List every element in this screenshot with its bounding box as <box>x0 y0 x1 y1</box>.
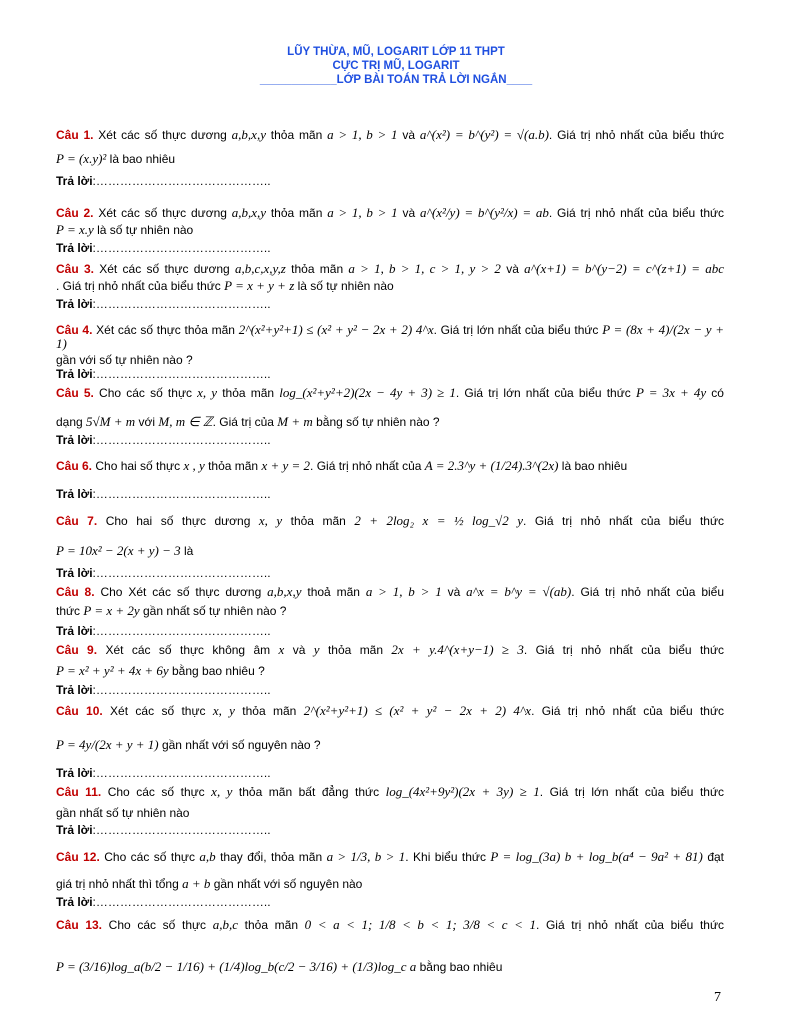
question-2: Câu 2. Xét các số thực dương a,b,x,y thỏa mãn a > 1, b > 1 và a^(x²/y) = b^(y²/x) = ab. Giá trị nhỏ nhất của biểu thức <box>56 205 725 220</box>
answer-line: Trả lời:…………………………………….. <box>56 566 271 580</box>
question-8: Câu 8. Cho Xét các số thực dương a,b,x,y thoả mãn a > 1, b > 1 và a^x = b^y = √(ab). Giá trị nhỏ nhất của biểu <box>56 584 725 599</box>
answer-line: Trả lời:…………………………………….. <box>56 433 271 447</box>
answer-line: Trả lời:…………………………………….. <box>56 367 271 381</box>
question-4: Câu 4. Xét các số thực thỏa mãn 2^(x²+y²+1) ≤ (x² + y² − 2x + 2) 4^x. Giá trị lớn nhất của biểu thức P = (8x + 4)/(2x − y + 1) <box>56 322 724 351</box>
question-7: Câu 7. Cho hai số thực dương x, y thỏa mãn 2 + 2log₂ x = ½ log_√2 y. Giá trị nhỏ nhất của biểu thức <box>56 513 724 528</box>
question-5: Câu 5. Cho các số thực x, y thỏa mãn log_(x²+y²+2)(2x − 4y + 3) ≥ 1. Giá trị lớn nhất của biểu thức P = 3x + 4y có <box>56 385 724 400</box>
doc-section: ____________LỚP BÀI TOÁN TRẢ LỜI NGẮN____ <box>259 74 533 86</box>
answer-line: Trả lời:…………………………………….. <box>56 174 271 188</box>
question-9-line2: P = x² + y² + 4x + 6y bằng bao nhiêu ? <box>56 663 265 678</box>
question-1-line2: P = (x.y)² là bao nhiêu <box>56 151 176 166</box>
question-8-line2: thức P = x + 2y gần nhất số tự nhiên nào ? <box>56 603 287 618</box>
answer-line: Trả lời:…………………………………….. <box>56 624 271 638</box>
question-13-line2: P = (3/16)log_a(b/2 − 1/16) + (1/4)log_b(c/2 − 3/16) + (1/3)log_c a bằng bao nhiêu <box>56 959 503 974</box>
answer-line: Trả lời:…………………………………….. <box>56 895 271 909</box>
answer-line: Trả lời:…………………………………….. <box>56 766 271 780</box>
question-3-line2: . Giá trị nhỏ nhất của biểu thức P = x + y + z là số tự nhiên nào <box>56 278 394 293</box>
doc-title: LŨY THỪA, MŨ, LOGARIT LỚP 11 THPT <box>287 46 505 58</box>
answer-line: Trả lời:…………………………………….. <box>56 823 271 837</box>
doc-subtitle: CỰC TRỊ MŨ, LOGARIT <box>332 60 460 72</box>
question-11-line2: gần nhất số tự nhiên nào <box>56 806 190 820</box>
question-12: Câu 12. Cho các số thực a,b thay đổi, thỏa mãn a > 1/3, b > 1. Khi biểu thức P = log_(3a) b + log_b(a⁴ − 9a² + 81) đạt <box>56 849 724 864</box>
question-9: Câu 9. Xét các số thực không âm x và y thỏa mãn 2x + y.4^(x+y−1) ≥ 3. Giá trị nhỏ nhất của biểu thức <box>56 642 725 657</box>
answer-line: Trả lời:…………………………………….. <box>56 297 271 311</box>
question-6: Câu 6. Cho hai số thực x , y thỏa mãn x + y = 2. Giá trị nhỏ nhất của A = 2.3^y + (1/24).3^(2x) là bao nhiêu <box>56 458 628 473</box>
question-10: Câu 10. Xét các số thực x, y thỏa mãn 2^(x²+y²+1) ≤ (x² + y² − 2x + 2) 4^x. Giá trị nhỏ nhất của biểu thức <box>56 703 725 718</box>
question-2-line2: P = x.y là số tự nhiên nào <box>56 222 194 237</box>
answer-line: Trả lời:…………………………………….. <box>56 487 271 501</box>
question-11: Câu 11. Cho các số thực x, y thỏa mãn bất đẳng thức log_(4x²+9y²)(2x + 3y) ≥ 1. Giá trị lớn nhất của biểu thức <box>56 784 725 799</box>
answer-line: Trả lời:…………………………………….. <box>56 683 271 697</box>
question-12-line2: giá trị nhỏ nhất thì tổng a + b gần nhất với số nguyên nào <box>56 876 363 891</box>
question-5-line2: dạng 5√M + m với M, m ∈ ℤ. Giá trị của M + m bằng số tự nhiên nào ? <box>56 414 440 429</box>
answer-line: Trả lời:…………………………………….. <box>56 241 271 255</box>
question-13: Câu 13. Cho các số thực a,b,c thỏa mãn 0 < a < 1; 1/8 < b < 1; 3/8 < c < 1. Giá trị nhỏ nhất của biểu thức <box>56 917 725 932</box>
question-3: Câu 3. Xét các số thực dương a,b,c,x,y,z thỏa mãn a > 1, b > 1, c > 1, y > 2 và a^(x+1) = b^(y−2) = c^(z+1) = abc <box>56 261 725 276</box>
page-number: 7 <box>714 990 721 1005</box>
question-7-line2: P = 10x² − 2(x + y) − 3 là <box>56 543 194 558</box>
question-1: Câu 1. Xét các số thực dương a,b,x,y thỏa mãn a > 1, b > 1 và a^(x²) = b^(y²) = √(a.b). Giá trị nhỏ nhất của biểu thức <box>56 127 725 142</box>
question-10-line2: P = 4y/(2x + y + 1) gần nhất với số nguyên nào ? <box>56 737 321 752</box>
question-4-line2: gần với số tự nhiên nào ? <box>56 353 193 367</box>
